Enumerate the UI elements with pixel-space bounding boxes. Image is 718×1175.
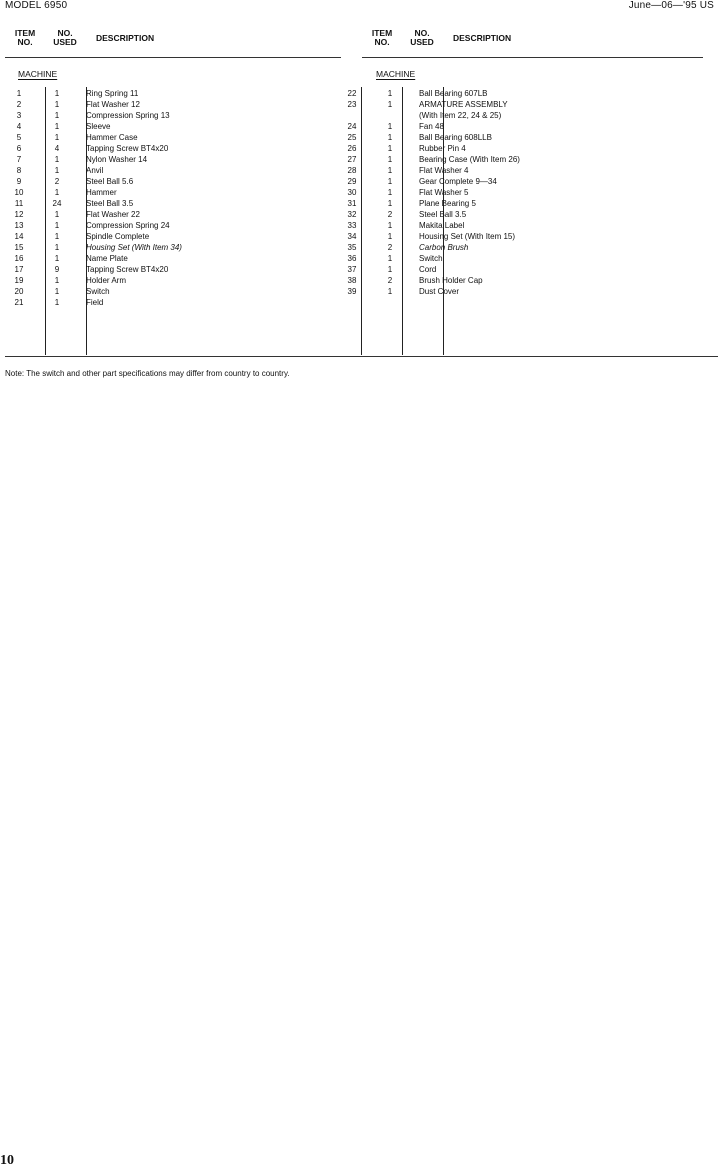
footnote: Note: The switch and other part specifications may differ from country to country. xyxy=(5,369,290,378)
cell-spacer xyxy=(365,275,377,286)
cell-spacer xyxy=(403,286,419,297)
cell-spacer xyxy=(365,242,377,253)
cell-spacer xyxy=(365,88,377,99)
cell-spacer xyxy=(32,264,44,275)
quantity-used: 1 xyxy=(387,166,393,175)
cell-spacer xyxy=(32,165,44,176)
quantity-used: 1 xyxy=(387,177,393,186)
item-number: 15 xyxy=(14,243,24,252)
part-description: Name Plate xyxy=(86,254,128,263)
heading-rule-right xyxy=(362,57,703,58)
cell-spacer xyxy=(403,220,419,231)
cell-spacer xyxy=(403,275,419,286)
cell-spacer xyxy=(70,187,86,198)
part-row xyxy=(6,286,182,297)
part-description: Flat Washer 5 xyxy=(419,188,469,197)
item-number: 39 xyxy=(347,287,357,296)
cell-spacer xyxy=(32,286,44,297)
part-row xyxy=(339,198,520,209)
part-row xyxy=(6,209,182,220)
cell-spacer xyxy=(403,121,419,132)
quantity-used: 1 xyxy=(54,243,60,252)
part-description: Plane Bearing 5 xyxy=(419,199,476,208)
item-number: 37 xyxy=(347,265,357,274)
part-description: (With Item 22, 24 & 25) xyxy=(419,111,502,120)
part-description: Nylon Washer 14 xyxy=(86,155,148,164)
cell-spacer xyxy=(32,121,44,132)
section-label-left: MACHINE xyxy=(18,69,58,79)
quantity-used: 1 xyxy=(387,188,393,197)
cell-spacer xyxy=(365,165,377,176)
cell-spacer xyxy=(32,297,44,308)
quantity-used: 1 xyxy=(387,287,393,296)
cell-spacer xyxy=(403,187,419,198)
cell-spacer xyxy=(32,220,44,231)
item-no-heading-right xyxy=(367,29,397,47)
part-description: Housing Set (With Item 15) xyxy=(419,232,516,241)
part-description: Rubber Pin 4 xyxy=(419,144,466,153)
page-number: 10 xyxy=(0,1153,14,1168)
part-description: Carbon Brush xyxy=(419,243,469,252)
quantity-used: 1 xyxy=(387,232,393,241)
item-number: 17 xyxy=(14,265,24,274)
quantity-used: 1 xyxy=(54,155,60,164)
part-description: Ball Bearing 608LLB xyxy=(419,133,492,142)
used-heading-line1: NO. xyxy=(57,28,73,38)
part-description: Anvil xyxy=(86,166,104,175)
cell-spacer xyxy=(403,99,419,110)
item-number: 31 xyxy=(347,199,357,208)
part-description: Flat Washer 12 xyxy=(86,100,140,109)
cell-spacer xyxy=(32,198,44,209)
cell-spacer xyxy=(70,99,86,110)
part-row xyxy=(339,242,520,253)
part-description: Ball Bearing 607LB xyxy=(419,89,488,98)
cell-spacer xyxy=(365,143,377,154)
part-row xyxy=(6,154,182,165)
cell-spacer xyxy=(365,209,377,220)
item-number: 21 xyxy=(14,298,24,307)
cell-spacer xyxy=(403,242,419,253)
item-number: 38 xyxy=(347,276,357,285)
part-description: Flat Washer 4 xyxy=(419,166,469,175)
part-row xyxy=(6,132,182,143)
quantity-used: 1 xyxy=(387,133,393,142)
used-heading-line2: USED xyxy=(410,37,434,47)
item-number: 6 xyxy=(16,144,22,153)
quantity-used: 1 xyxy=(54,188,60,197)
revision-date: June—06—'95 US xyxy=(628,0,714,11)
part-description: Sleeve xyxy=(86,122,111,131)
cell-spacer xyxy=(70,286,86,297)
item-number: 20 xyxy=(14,287,24,296)
cell-spacer xyxy=(32,275,44,286)
cell-spacer xyxy=(365,220,377,231)
item-heading-line1: ITEM xyxy=(371,28,393,38)
quantity-used: 1 xyxy=(54,100,60,109)
part-description: Hammer Case xyxy=(86,133,138,142)
part-description: Fan 48 xyxy=(419,122,444,131)
description-heading-left: DESCRIPTION xyxy=(96,33,155,43)
item-number: 8 xyxy=(16,166,22,175)
part-row xyxy=(6,231,182,242)
quantity-used: 1 xyxy=(387,254,393,263)
cell-spacer xyxy=(70,198,86,209)
part-description: Spindle Complete xyxy=(86,232,150,241)
quantity-used: 1 xyxy=(387,221,393,230)
cell-spacer xyxy=(32,154,44,165)
part-row xyxy=(339,187,520,198)
cell-spacer xyxy=(32,253,44,264)
part-row xyxy=(339,99,520,110)
part-row xyxy=(339,176,520,187)
part-row xyxy=(6,165,182,176)
cell-spacer xyxy=(403,264,419,275)
part-description: Steel Ball 3.5 xyxy=(419,210,467,219)
quantity-used: 9 xyxy=(54,265,60,274)
item-no-heading-left xyxy=(10,29,40,47)
item-number xyxy=(339,110,365,121)
item-number: 4 xyxy=(16,122,22,131)
cell-spacer xyxy=(365,253,377,264)
part-row xyxy=(339,286,520,297)
part-row xyxy=(339,88,520,99)
part-description: Cord xyxy=(419,265,437,274)
part-description: Housing Set (With Item 34) xyxy=(86,243,182,252)
item-heading-line2: NO. xyxy=(17,37,33,47)
part-description: Bearing Case (With Item 26) xyxy=(419,155,520,164)
cell-spacer xyxy=(403,253,419,264)
cell-spacer xyxy=(32,99,44,110)
cell-spacer xyxy=(32,187,44,198)
quantity-used: 1 xyxy=(387,89,393,98)
cell-spacer xyxy=(70,242,86,253)
cell-spacer xyxy=(365,286,377,297)
part-row xyxy=(339,132,520,143)
item-number: 23 xyxy=(347,100,357,109)
item-number: 9 xyxy=(16,177,22,186)
part-row xyxy=(6,176,182,187)
quantity-used: 1 xyxy=(54,298,60,307)
part-row xyxy=(339,165,520,176)
cell-spacer xyxy=(70,275,86,286)
used-heading-line1: NO. xyxy=(414,28,430,38)
item-number: 24 xyxy=(347,122,357,131)
quantity-used: 4 xyxy=(54,144,60,153)
part-row xyxy=(339,264,520,275)
section-label-right: MACHINE xyxy=(376,69,416,79)
cell-spacer xyxy=(32,88,44,99)
cell-spacer xyxy=(365,121,377,132)
cell-spacer xyxy=(32,110,44,121)
quantity-used: 1 xyxy=(54,254,60,263)
item-number: 11 xyxy=(14,199,24,208)
item-number: 16 xyxy=(14,254,24,263)
part-description: Switch xyxy=(419,254,443,263)
part-description: Dust Cover xyxy=(419,287,460,296)
no-used-heading-left xyxy=(49,29,81,47)
quantity-used: 2 xyxy=(54,177,60,186)
part-row xyxy=(6,275,182,286)
cell-spacer xyxy=(365,231,377,242)
cell-spacer xyxy=(403,176,419,187)
item-number: 14 xyxy=(14,232,24,241)
cell-spacer xyxy=(365,99,377,110)
cell-spacer xyxy=(403,165,419,176)
part-row xyxy=(339,209,520,220)
part-row xyxy=(6,242,182,253)
quantity-used: 1 xyxy=(54,221,60,230)
quantity-used xyxy=(377,110,403,121)
parts-table-left xyxy=(6,88,182,308)
cell-spacer xyxy=(365,176,377,187)
part-row xyxy=(6,110,182,121)
cell-spacer xyxy=(70,154,86,165)
cell-spacer xyxy=(365,154,377,165)
item-number: 35 xyxy=(347,243,357,252)
item-number: 7 xyxy=(16,155,22,164)
item-number: 22 xyxy=(347,89,357,98)
cell-spacer xyxy=(32,209,44,220)
item-number: 19 xyxy=(14,276,24,285)
part-row xyxy=(339,121,520,132)
item-number: 13 xyxy=(14,221,24,230)
part-description: Compression Spring 24 xyxy=(86,221,170,230)
cell-spacer xyxy=(70,88,86,99)
cell-spacer xyxy=(70,264,86,275)
cell-spacer xyxy=(70,132,86,143)
description-heading-right: DESCRIPTION xyxy=(453,33,512,43)
quantity-used: 1 xyxy=(387,122,393,131)
item-heading-line1: ITEM xyxy=(14,28,36,38)
part-row xyxy=(6,220,182,231)
cell-spacer xyxy=(70,220,86,231)
part-description: Brush Holder Cap xyxy=(419,276,483,285)
cell-spacer xyxy=(32,132,44,143)
part-row xyxy=(6,187,182,198)
part-description: Holder Arm xyxy=(86,276,127,285)
item-number: 28 xyxy=(347,166,357,175)
cell-spacer xyxy=(70,121,86,132)
quantity-used: 2 xyxy=(387,243,393,252)
item-number: 36 xyxy=(347,254,357,263)
cell-spacer xyxy=(365,264,377,275)
parts-table-right xyxy=(339,88,520,297)
quantity-used: 1 xyxy=(387,265,393,274)
part-description: Flat Washer 22 xyxy=(86,210,140,219)
quantity-used: 1 xyxy=(387,100,393,109)
item-number: 1 xyxy=(16,89,22,98)
item-number: 33 xyxy=(347,221,357,230)
cell-spacer xyxy=(403,198,419,209)
cell-spacer xyxy=(403,209,419,220)
cell-spacer xyxy=(70,209,86,220)
part-description: Hammer xyxy=(86,188,117,197)
quantity-used: 1 xyxy=(54,89,60,98)
item-number: 10 xyxy=(14,188,24,197)
heading-rule-left xyxy=(5,57,341,58)
quantity-used: 1 xyxy=(54,122,60,131)
cell-spacer xyxy=(365,110,377,121)
cell-spacer xyxy=(365,187,377,198)
item-number: 3 xyxy=(16,111,22,120)
cell-spacer xyxy=(32,231,44,242)
part-row xyxy=(6,198,182,209)
item-number: 29 xyxy=(347,177,357,186)
part-row xyxy=(339,143,520,154)
part-description: Gear Complete 9—34 xyxy=(419,177,497,186)
quantity-used: 1 xyxy=(54,166,60,175)
item-number: 25 xyxy=(347,133,357,142)
cell-spacer xyxy=(70,253,86,264)
no-used-heading-right xyxy=(406,29,438,47)
part-description: Steel Ball 5.6 xyxy=(86,177,134,186)
used-heading-line2: USED xyxy=(53,37,77,47)
cell-spacer xyxy=(403,231,419,242)
cell-spacer xyxy=(403,132,419,143)
part-row xyxy=(339,110,520,121)
item-number: 34 xyxy=(347,232,357,241)
cell-spacer xyxy=(403,143,419,154)
part-row xyxy=(339,154,520,165)
item-number: 30 xyxy=(347,188,357,197)
cell-spacer xyxy=(70,165,86,176)
item-number: 12 xyxy=(14,210,24,219)
part-description: Compression Spring 13 xyxy=(86,111,170,120)
cell-spacer xyxy=(70,176,86,187)
table-bottom-rule xyxy=(5,356,718,357)
quantity-used: 1 xyxy=(54,276,60,285)
part-row xyxy=(339,220,520,231)
cell-spacer xyxy=(70,297,86,308)
quantity-used: 1 xyxy=(387,199,393,208)
cell-spacer xyxy=(32,176,44,187)
part-description: Makita Label xyxy=(419,221,465,230)
item-heading-line2: NO. xyxy=(374,37,390,47)
part-description: Tapping Screw BT4x20 xyxy=(86,144,169,153)
quantity-used: 2 xyxy=(387,210,393,219)
cell-spacer xyxy=(70,143,86,154)
cell-spacer xyxy=(70,231,86,242)
part-description: ARMATURE ASSEMBLY xyxy=(419,100,508,109)
item-number: 5 xyxy=(16,133,22,142)
cell-spacer xyxy=(403,110,419,121)
quantity-used: 1 xyxy=(54,133,60,142)
part-row xyxy=(339,275,520,286)
cell-spacer xyxy=(365,132,377,143)
cell-spacer xyxy=(403,88,419,99)
item-number: 32 xyxy=(347,210,357,219)
part-description: Steel Ball 3.5 xyxy=(86,199,134,208)
quantity-used: 1 xyxy=(387,144,393,153)
part-description: Tapping Screw BT4x20 xyxy=(86,265,169,274)
cell-spacer xyxy=(403,154,419,165)
part-row xyxy=(6,99,182,110)
quantity-used: 1 xyxy=(54,232,60,241)
item-number: 2 xyxy=(16,100,22,109)
quantity-used: 1 xyxy=(54,210,60,219)
part-description: Field xyxy=(86,298,104,307)
item-number: 26 xyxy=(347,144,357,153)
cell-spacer xyxy=(32,242,44,253)
part-row xyxy=(339,253,520,264)
part-row xyxy=(339,231,520,242)
quantity-used: 1 xyxy=(54,287,60,296)
cell-spacer xyxy=(32,143,44,154)
item-number: 27 xyxy=(347,155,357,164)
part-description: Ring Spring 11 xyxy=(86,89,139,98)
part-row xyxy=(6,143,182,154)
cell-spacer xyxy=(365,198,377,209)
quantity-used: 1 xyxy=(387,155,393,164)
part-description: Switch xyxy=(86,287,110,296)
part-row xyxy=(6,297,182,308)
part-row xyxy=(6,121,182,132)
part-row xyxy=(6,88,182,99)
part-row xyxy=(6,253,182,264)
model-label: MODEL 6950 xyxy=(5,0,68,11)
quantity-used: 24 xyxy=(52,199,62,208)
quantity-used: 1 xyxy=(54,111,60,120)
quantity-used: 2 xyxy=(387,276,393,285)
part-row xyxy=(6,264,182,275)
cell-spacer xyxy=(70,110,86,121)
